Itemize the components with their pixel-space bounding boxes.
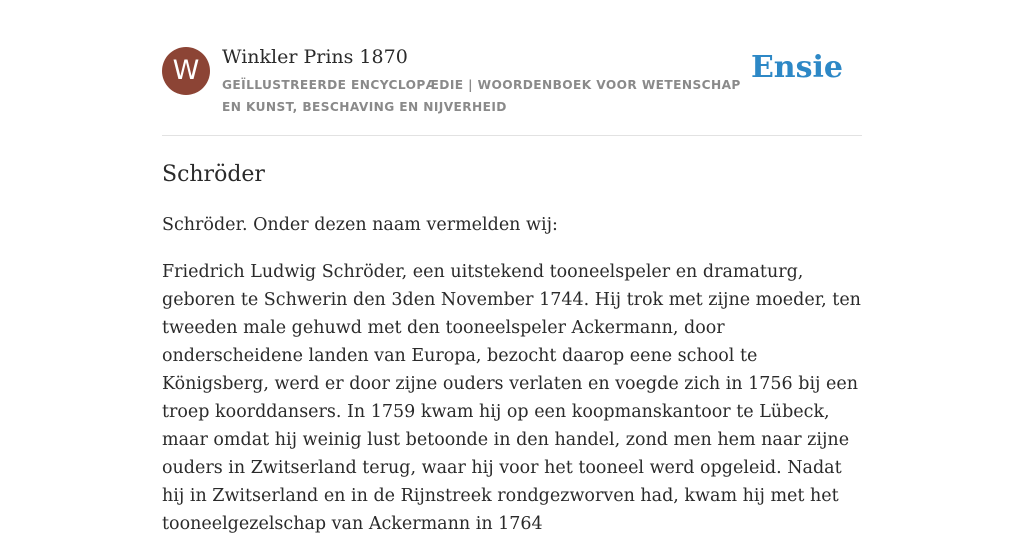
entry-title: Schröder: [162, 162, 265, 187]
entry-body: Friedrich Ludwig Schröder, een uitstekend tooneelspeler en dramaturg, geboren te Schwerin den 3den November 1744. Hij trok met zijne moeder, ten tweeden male gehuwd met den tooneelspeler Ackermann, door onderscheidene landen van Europa, bezocht daarop eene school te Königsberg, werd er door zijne ouders verlaten en voegde zich in 1756 bij een troep koorddansers. In 1759 kwam hij op een koopmanskantoor te Lübeck, maar omdat hij weinig lust betoonde in den handel, zond men hem naar zijne ouders in Zwitserland terug, waar hij voor het tooneel werd opgeleid. Nadat hij in Zwitserland en in de Rijnstreek rondgezworven had, kwam hij met het tooneelgezelschap van Ackermann in 1764: [162, 262, 861, 534]
header: [162, 44, 862, 136]
source-avatar[interactable]: W: [162, 47, 210, 95]
source-subtitle: GEÏLLUSTREERDE ENCYCLOPÆDIE | WOORDENBOEK VOOR WETENSCHAP EN KUNST, BESCHAVING EN NIJVERHEID: [222, 78, 741, 114]
article: [162, 158, 862, 538]
entry-intro: Schröder. Onder dezen naam vermelden wij:: [162, 215, 558, 235]
source-title[interactable]: Winkler Prins 1870: [222, 46, 408, 68]
ensie-logo-link[interactable]: Ensie: [750, 50, 843, 85]
